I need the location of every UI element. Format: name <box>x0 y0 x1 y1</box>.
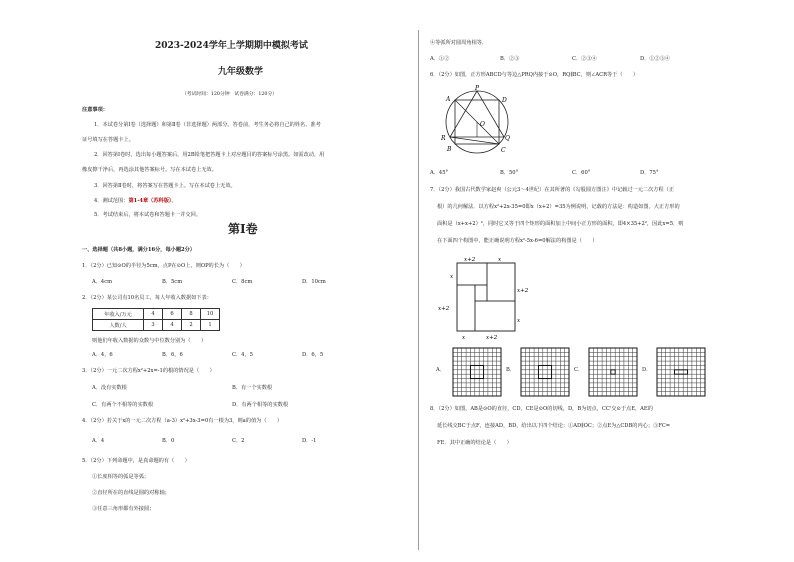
note-line: 3．回答第Ⅱ卷时，将答案写在答题卡上。写在本试卷上无效。 <box>94 183 236 189</box>
q7-option-d: D． <box>642 367 652 373</box>
exam-title: 2023-2024学年上学期期中模拟考试 <box>155 41 308 51</box>
q7-line: 根）的几何解法．以方程x²+2x-35=0即x（x+2）=35为例说明，记载的方法是：构造如图，大正方形的 <box>437 204 680 210</box>
table-cell: 1 <box>201 320 220 331</box>
table-cell: 4 <box>144 309 163 320</box>
table-row <box>93 320 220 331</box>
table-cell: 人数/人 <box>93 320 144 331</box>
dim-label: x+2 <box>464 257 476 263</box>
q1-option-a: A．4cm <box>92 279 113 285</box>
note-line <box>94 198 177 205</box>
q8-line: FE．其中正确的结论是（ ） <box>437 440 512 446</box>
test-scope-value: 第1-4章（苏科版） <box>128 198 172 204</box>
q7-grid-a <box>452 347 502 397</box>
label-a: A <box>446 96 451 103</box>
q4-option-b: B．0 <box>162 438 175 444</box>
section-heading: 一、选择题（共8小题，满分16分，每小题2分） <box>82 247 196 253</box>
q1-option-d: D．10cm <box>302 279 326 285</box>
dim-label: x+2 <box>517 288 529 294</box>
q8-line: 延长线交BC于点F，连接AD，BD，给出以下四个结论：①AD∥OC；②点E为△CDB的内心；③FC= <box>437 423 671 429</box>
label-o: O <box>480 121 485 128</box>
dim-label: x <box>450 274 454 280</box>
center-square <box>611 370 615 374</box>
q2-follow: 则他们年收入数据的众数与中位数分别为（ ） <box>92 338 207 344</box>
part1-heading: 第Ⅰ卷 <box>228 222 258 236</box>
q6-option-d: D．75° <box>640 170 659 176</box>
q6-stem: 6．（2分）如图，正方形ABCD与等边△PRQ内接于⊙O，RQ∥BC，则∠ACR等于（ ） <box>430 72 639 78</box>
center-square <box>674 370 687 374</box>
grid-outline <box>589 348 637 396</box>
exam-info: （考试时间：120分钟 试卷满分：120分） <box>182 92 278 97</box>
q3-stem: 3．（2分）一元二次方程x²+2x=-1的根的情况是（ ） <box>82 368 215 374</box>
q7-option-b: B． <box>506 367 515 373</box>
note-line: 2．回答第Ⅰ卷时，选出每小题答案后，用2B铅笔把答题卡上对应题目的答案标号涂黑。如需改动，用 <box>94 152 325 158</box>
q2-option-d: D．6，5 <box>302 352 324 358</box>
note-line: 5．考试结束后，将本试卷和答题卡一并交回。 <box>94 212 202 218</box>
table-cell: 2 <box>182 320 201 331</box>
note-line: 橡皮擦干净后，再选涂其他答案标号。写在本试卷上无效。 <box>82 167 217 173</box>
dim-label: x+2 <box>438 306 450 312</box>
q7-grid-d <box>656 347 706 397</box>
q7-grid-b <box>520 347 570 397</box>
table-cell: 8 <box>182 309 201 320</box>
q6-option-c: C．60° <box>572 170 591 176</box>
q5-option-d: D．①②③④ <box>640 56 671 62</box>
q5-item: ②直径所在的直线是圆的对称轴； <box>92 490 170 496</box>
q4-option-a: A．4 <box>92 438 105 444</box>
q3-option-c: C．有两个不相等的实数根 <box>92 402 154 408</box>
label-c: C <box>501 147 506 154</box>
q5-stem: 5．（2分）下列命题中，是真命题的有（ ） <box>82 458 190 464</box>
q4-stem: 4．（2分）若关于x的一元二次方程（a-3）x²+3x-3=0有一根为3，则a的值为（ ） <box>82 418 283 424</box>
grid-outline <box>657 348 705 396</box>
test-scope-label: 4．测试范围： <box>94 198 129 204</box>
q3-option-b: B．有一个实数根 <box>232 385 273 391</box>
grid-outline <box>521 348 569 396</box>
column-divider <box>418 30 419 550</box>
q6-option-b: B．50° <box>500 170 519 176</box>
q7-line: 在下面四个构图中，能正确说明方程x²-5x-6=0解法的构图是（ ） <box>437 238 598 244</box>
q5-option-a: A．①② <box>430 56 450 62</box>
q2-option-a: A．4，6 <box>92 352 113 358</box>
test-scope-end: 。 <box>171 198 177 204</box>
q7-option-a: A． <box>436 367 445 373</box>
q5-item: ④等弧所对圆周角相等． <box>430 40 488 46</box>
table-cell: 6 <box>163 309 182 320</box>
notes-heading: 注意事项： <box>82 107 108 113</box>
center-square <box>470 365 483 378</box>
q4-option-d: D．-1 <box>302 438 317 444</box>
q5-item: ①长度相等的弧是等弧； <box>92 474 150 480</box>
q2-option-c: C．4，5 <box>232 352 253 358</box>
grid-outline <box>453 348 501 396</box>
q7-square-figure <box>436 252 536 344</box>
subject-title: 九年级数学 <box>218 67 264 77</box>
q2-option-b: B．6，6 <box>162 352 183 358</box>
q7-line: 7．（2分）我国古代数学家赵爽（公元3～4世纪）在其所著的《勾股圆方图注》中记载过一元二次方程（正 <box>430 187 675 193</box>
label-p: P <box>475 85 480 92</box>
table-cell: 10 <box>201 309 220 320</box>
label-d: D <box>502 97 507 104</box>
q1-option-c: C．8cm <box>232 279 253 285</box>
q3-option-d: D．有两个相等的实数根 <box>232 402 289 408</box>
table-cell: 年收入/万元 <box>93 309 144 320</box>
note-line: 证号填写在答题卡上。 <box>82 137 134 143</box>
dim-label: x <box>517 318 521 324</box>
table-row <box>93 309 220 320</box>
label-b: B <box>447 146 452 153</box>
table-cell: 3 <box>144 320 163 331</box>
center-square <box>538 365 551 378</box>
q8-line: 8．（2分）如图，AB是⊙O的直径，CD，CE是⊙O的切线，D，B为切点，CC'交⊙于点E，AE的 <box>430 406 653 412</box>
q7-line: 面积是（x+x+2）²，同时它又等于四个矩形的面积加上中间小正方形的面积，即4×35+2²，因此x=5．则 <box>437 221 684 227</box>
dim-label: x+2 <box>486 335 498 341</box>
q1-option-b: B．5cm <box>162 279 183 285</box>
q5-option-b: B．②③ <box>500 56 520 62</box>
q1-stem: 1．（2分）已知⊙O的半径为5cm，点P在⊙O上，则OP的长为（ ） <box>82 263 245 269</box>
q5-item: ③任意三角形都有外接圆； <box>92 506 155 512</box>
q5-option-c: C．②③④ <box>572 56 597 62</box>
q4-option-c: C．2 <box>232 438 245 444</box>
q6-option-a: A．45° <box>430 170 449 176</box>
income-table <box>92 308 220 331</box>
label-r: R <box>441 135 446 142</box>
q6-circle-figure <box>440 84 514 160</box>
q3-option-a: A．没有实数根 <box>92 385 127 391</box>
q2-stem: 2．（2分）某公司有10名员工，每人年收入数据如下表： <box>82 295 212 301</box>
label-q: Q <box>505 135 510 142</box>
table-cell: 4 <box>163 320 182 331</box>
note-line: 1．本试卷分第Ⅰ卷（选择题）和第Ⅱ卷（非选择题）两部分。答卷前，考生务必将自己的姓名、准考 <box>94 122 321 128</box>
dim-label: x <box>462 335 466 341</box>
q7-grid-c <box>588 347 638 397</box>
q7-option-c: C． <box>574 367 584 373</box>
dim-label: x <box>498 257 502 263</box>
